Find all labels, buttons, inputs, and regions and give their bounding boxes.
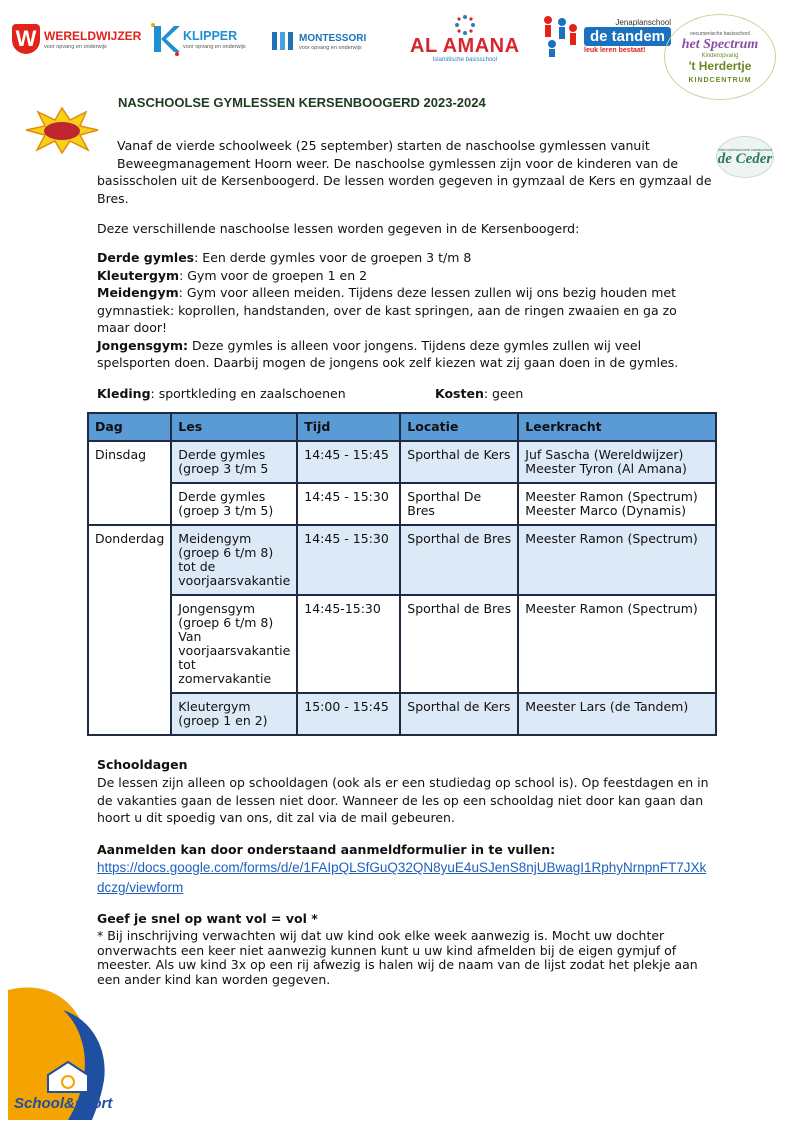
- intro-paragraph: Vanaf de vierde schoolweek (25 september) starten de naschoolse gymlessen vanuit Beweegmanagement Hoorn weer. De naschoolse gymlessen zijn voor de kinderen van de basisscholen uit de Kersenboogerd. De lessen worden gegeven in gymzaal de Kers en gymzaal de Bres.: [97, 138, 712, 206]
- kosten-info: Kosten: geen: [435, 386, 524, 401]
- schooldagen-heading: Schooldagen: [97, 757, 188, 772]
- table-row: [88, 483, 716, 525]
- ceder-logo: Interconfessionele basisschool de Ceder: [716, 136, 774, 178]
- cell-les: Jongensgym (groep 6 t/m 8) Van voorjaarsvakantie tot zomervakantie: [171, 595, 297, 693]
- definition-item: Jongensgym: Deze gymles is alleen voor jongens. Tijdens deze gymles zullen wij veel spelsporten doen. Daarbij mogen de jongens ook zelf kiezen wat zij gaan doen in de gymles.: [97, 337, 679, 370]
- dynamis-burst-icon: [24, 106, 100, 154]
- school-sport-wave-icon: [8, 980, 148, 1120]
- cell-leerkracht: Juf Sascha (Wereldwijzer) Meester Tyron (Al Amana): [518, 441, 716, 483]
- cell-les: Kleutergym (groep 1 en 2): [171, 693, 297, 735]
- kleding-info: Kleding: sportkleding en zaalschoenen: [97, 386, 346, 401]
- spectrum-herdertje-logo: oecumenische basisschool het Spectrum Kinderopvang 't Herdertje KINDCENTRUM: [664, 14, 776, 100]
- column-header-dag: Dag: [88, 413, 171, 441]
- alamana-star-icon: [454, 14, 476, 36]
- lead-text: Deze verschillende naschoolse lessen worden gegeven in de Kersenboogerd:: [97, 221, 580, 236]
- svg-text:School&sport: School&sport: [14, 1095, 113, 1112]
- klipper-k-icon: [150, 22, 180, 56]
- montessori-m-icon: [270, 28, 296, 52]
- cell-dag: Dinsdag: [88, 441, 171, 525]
- vol-text: * Bij inschrijving verwachten wij dat uw kind ook elke week aanwezig is. Mocht uw dochter onverwachts een keer niet aanwezig kunnen kunt u uw kind afmelden bij de eigen gymjuf of meester. Als uw kind 3x op een rij afwezig is halen wij de naam van de lijst zodat het plekje aan een ander kind kan worden gegeven.: [97, 928, 698, 987]
- cell-les: Meidengym (groep 6 t/m 8) tot de voorjaarsvakantie: [171, 525, 297, 595]
- table-header-row: [88, 413, 716, 441]
- cell-locatie: Sporthal de Kers: [400, 693, 518, 735]
- table-row: [88, 525, 716, 595]
- definition-item: Derde gymles: Een derde gymles voor de groepen 3 t/m 8: [97, 250, 472, 265]
- schedule-table: [87, 412, 717, 736]
- table-row: [88, 595, 716, 693]
- definition-item: Meidengym: Gym voor alleen meiden. Tijdens deze lessen zullen wij ons bezig houden met gymnastiek: koprollen, handstanden, over de kast springen, aan de ringen zwaaien en ga zo maar door!: [97, 285, 677, 335]
- cell-locatie: Sporthal De Bres: [400, 483, 518, 525]
- cell-tijd: 14:45 - 15:30: [297, 483, 400, 525]
- schooldagen-text: De lessen zijn alleen op schooldagen (ook als er een studiedag op school is). Op feestdagen en in de vakanties gaan de lessen niet door. Wanneer de les op een schooldag niet door kan gaan dan hoort u dit spoedig van ons, dit zal via de mail gebeuren.: [97, 775, 709, 825]
- cell-leerkracht: Meester Lars (de Tandem): [518, 693, 716, 735]
- definition-item: Kleutergym: Gym voor de groepen 1 en 2: [97, 267, 368, 283]
- column-header-leerkracht: Leerkracht: [518, 413, 716, 441]
- cell-leerkracht: Meester Ramon (Spectrum) Meester Marco (Dynamis): [518, 483, 716, 525]
- column-header-les: Les: [171, 413, 297, 441]
- cell-locatie: Sporthal de Kers: [400, 441, 518, 483]
- klipper-logo: KLIPPER voor opvang en onderwijs: [150, 22, 246, 56]
- vol-heading: Geef je snel op want vol = vol *: [97, 911, 318, 926]
- column-header-locatie: Locatie: [400, 413, 518, 441]
- wereldwijzer-w-icon: W: [12, 24, 40, 54]
- table-row: [88, 693, 716, 735]
- table-row: [88, 441, 716, 483]
- cell-tijd: 14:45-15:30: [297, 595, 400, 693]
- cell-tijd: 14:45 - 15:30: [297, 525, 400, 595]
- cell-leerkracht: Meester Ramon (Spectrum): [518, 525, 716, 595]
- aanmelden-heading: Aanmelden kan door onderstaand aanmeldformulier in te vullen:: [97, 842, 556, 857]
- alamana-logo: AL AMANA Islamitische basisschool: [410, 14, 520, 63]
- cell-dag: Donderdag: [88, 525, 171, 735]
- dynamis-logo: [24, 106, 100, 154]
- cell-les: Derde gymles (groep 3 t/m 5: [171, 441, 297, 483]
- school-sport-logo: [8, 980, 148, 1120]
- tandem-logo: Jenaplanschool de tandem leuk leren bestaat!: [540, 14, 671, 58]
- tandem-kids-icon: [540, 14, 580, 58]
- cell-locatie: Sporthal de Bres: [400, 595, 518, 693]
- registration-form-link[interactable]: https://docs.google.com/forms/d/e/1FAIpQLSfGuQ32QN8yuE4uSJenS8njUBwagI1RphyNrnpnFT7JXkdczg/viewform: [97, 860, 707, 895]
- page-title: NASCHOOLSE GYMLESSEN KERSENBOOGERD 2023-2024: [118, 95, 486, 110]
- cell-locatie: Sporthal de Bres: [400, 525, 518, 595]
- cell-leerkracht: Meester Ramon (Spectrum): [518, 595, 716, 693]
- montessori-logo: MONTESSORI voor opvang en onderwijs: [270, 28, 366, 52]
- definitions-list: [97, 249, 712, 372]
- cell-les: Derde gymles (groep 3 t/m 5): [171, 483, 297, 525]
- cell-tijd: 14:45 - 15:45: [297, 441, 400, 483]
- column-header-tijd: Tijd: [297, 413, 400, 441]
- wereldwijzer-logo: W WERELDWIJZER voor opvang en onderwijs: [12, 24, 141, 54]
- cell-tijd: 15:00 - 15:45: [297, 693, 400, 735]
